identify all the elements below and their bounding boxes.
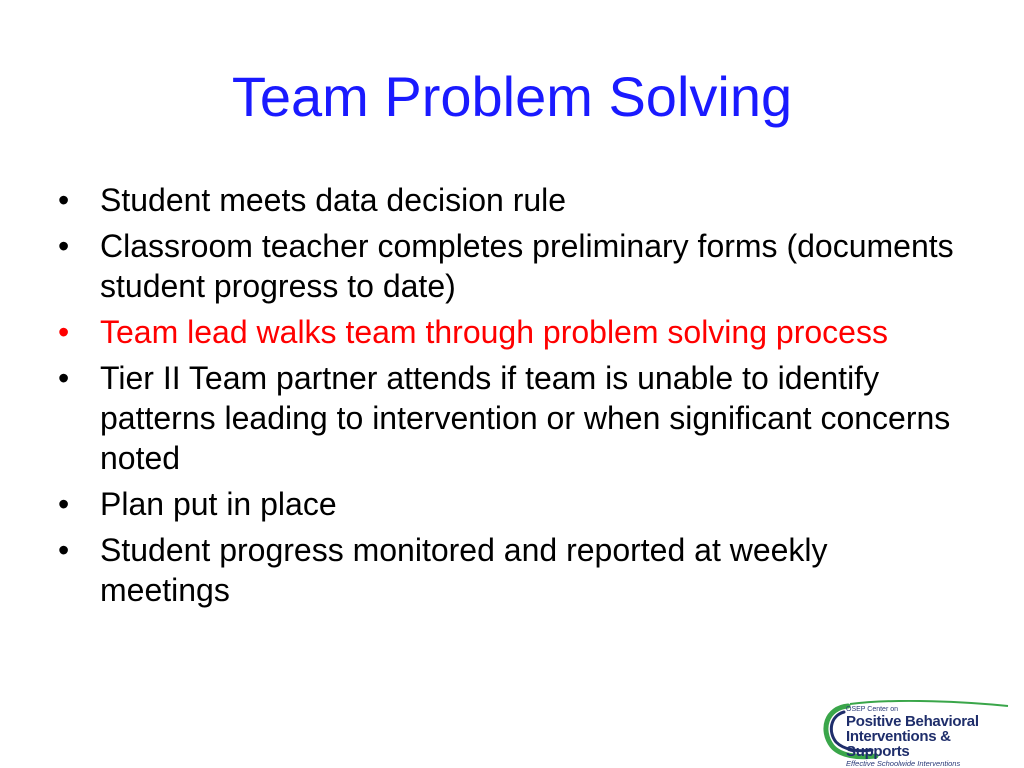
logo-line-2: Positive Behavioral xyxy=(846,713,979,730)
logo-line-1: OSEP Center on xyxy=(846,706,899,713)
bullet-text: Student meets data decision rule xyxy=(100,182,567,218)
bullet-list xyxy=(58,180,958,616)
logo-line-3: Interventions & Supports xyxy=(846,728,951,760)
bullet-marker: • xyxy=(58,360,70,396)
bullet-marker: • xyxy=(58,228,70,264)
bullet-item xyxy=(58,226,958,306)
bullet-item xyxy=(58,530,958,610)
logo-line-4: Effective Schoolwide Interventions xyxy=(846,759,961,768)
logo-text xyxy=(846,706,1014,768)
bullet-marker: • xyxy=(58,532,70,568)
bullet-item xyxy=(58,484,958,524)
bullet-marker: • xyxy=(58,486,70,522)
bullet-item xyxy=(58,358,958,478)
bullet-text: Student progress monitored and reported at weekly meetings xyxy=(100,532,828,608)
bullet-text: Tier II Team partner attends if team is unable to identify patterns leading to intervention or when significant concerns noted xyxy=(100,360,951,476)
bullet-item xyxy=(58,180,958,220)
bullet-text: Classroom teacher completes preliminary forms (documents student progress to date) xyxy=(100,228,954,304)
bullet-marker: • xyxy=(58,314,70,350)
bullet-marker: • xyxy=(58,182,70,218)
bullet-text: Plan put in place xyxy=(100,486,337,522)
bullet-item-highlighted xyxy=(58,312,958,352)
bullet-text: Team lead walks team through problem solving process xyxy=(100,314,888,350)
slide-title: Team Problem Solving xyxy=(231,65,793,128)
pbis-logo xyxy=(818,700,1014,768)
